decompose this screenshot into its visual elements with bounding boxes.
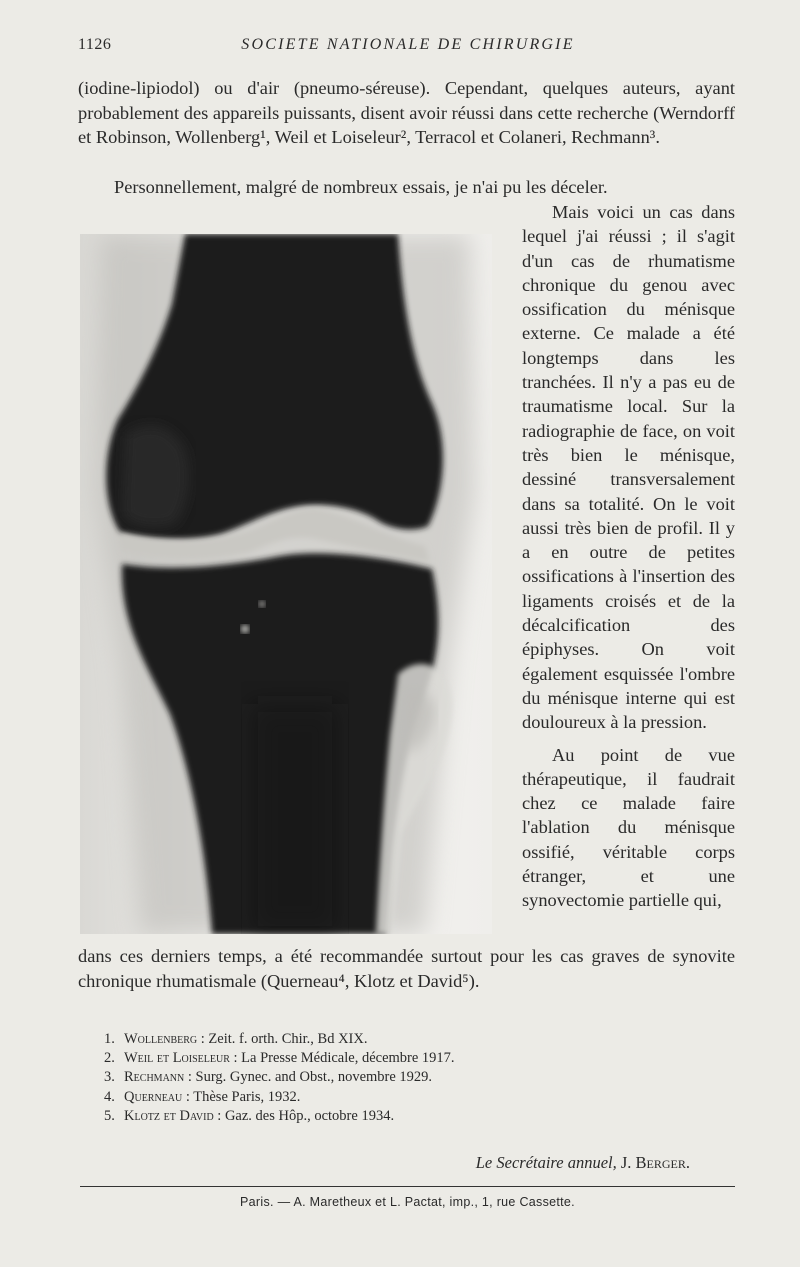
- footnote: 3. Rechmann : Surg. Gynec. and Obst., novembre 1929.: [104, 1069, 433, 1086]
- paragraph-personal: Personnellement, malgré de nombreux essais, je n'ai pu les déceler.: [114, 177, 608, 197]
- knee-radiograph-figure: [80, 234, 492, 934]
- footnote: 5. Klotz et David : Gaz. des Hôp., octobre 1934.: [104, 1107, 395, 1124]
- knee-radiograph-image: [80, 234, 492, 934]
- signature: [476, 1153, 690, 1173]
- printer-imprint: Paris. — A. Maretheux et L. Pactat, imp., 1, rue Cassette.: [240, 1195, 575, 1209]
- footnote: 2. Weil et Loiseleur : La Presse Médicale, décembre 1917.: [104, 1050, 455, 1067]
- paragraph-conclusion: dans ces derniers temps, a été recommandée surtout pour les cas graves de synovite chronique rhumatismale (Querneau⁴, Klotz et David⁵).: [78, 946, 735, 991]
- footnotes: [104, 1030, 724, 1126]
- page-header: [78, 36, 738, 60]
- side-column-text: [522, 200, 735, 913]
- running-title: SOCIETE NATIONALE DE CHIRURGIE: [241, 36, 575, 53]
- footnote: 4. Querneau : Thèse Paris, 1932.: [104, 1088, 301, 1105]
- paragraph-intro: (iodine-lipiodol) ou d'air (pneumo-séreuse). Cependant, quelques auteurs, ayant probablement des appareils puissants, disent avoir réussi dans cette recherche (Werndorff et Robinson, Wollenberg¹, Weil et Loiseleur², Terracol et Colaneri, Rechmann³.: [78, 78, 735, 148]
- paragraph-case: Mais voici un cas dans lequel j'ai réussi ; il s'agit d'un cas de rhumatisme chronique du genou avec ossification du ménisque externe. Ce malade a été longtemps dans les tranchées. Il n'y a pas eu de traumatisme local. Sur la radiographie de face, on voit très bien le ménisque, dessiné transversalement dans sa totalité. On le voit aussi très bien de profil. Il y a en outre de petites ossifications à l'insertion des ligaments croisés et de la décalcification des épiphyses. On voit également esquissée l'ombre du ménisque interne qui est douloureux à la pression.: [522, 202, 735, 733]
- footnote: 1. Wollenberg : Zeit. f. orth. Chir., Bd XIX.: [104, 1031, 368, 1047]
- signature-role: Le Secrétaire annuel,: [475, 1153, 617, 1172]
- signature-name: J. Berger.: [620, 1153, 690, 1172]
- page-number: 1126: [78, 36, 112, 53]
- paragraph-therapy: Au point de vue thérapeutique, il faudrait chez ce malade faire l'ablation du ménisque ossifié, véritable corps étranger, et une synovectomie partielle qui,: [522, 744, 735, 911]
- divider-rule: [80, 1186, 735, 1187]
